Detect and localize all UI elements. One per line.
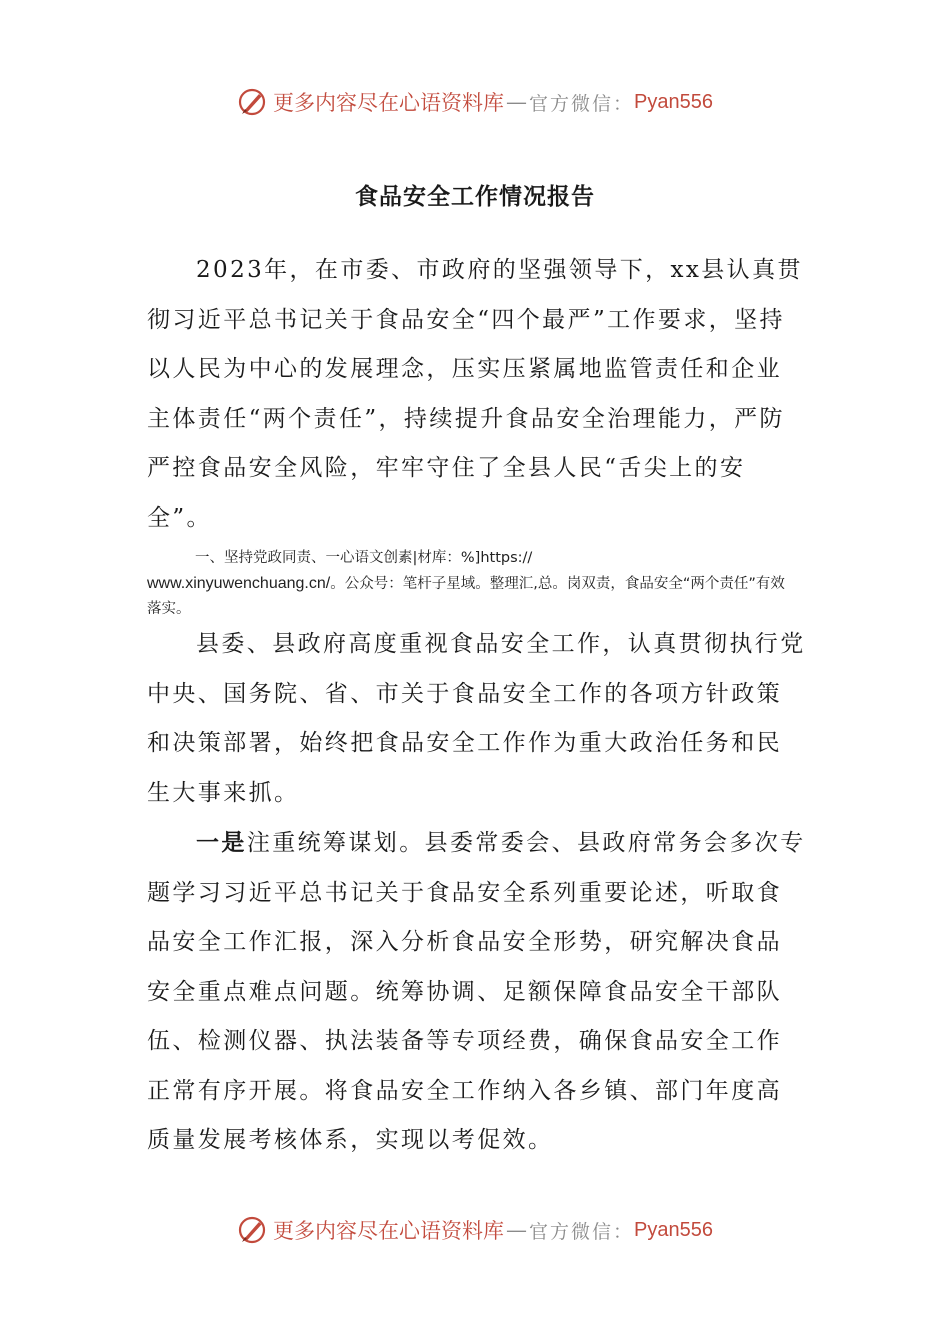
paragraph-responsibility: 县委、县政府高度重视食品安全工作，认真贯彻执行党中央、国务院、省、市关于食品安全工作的各项方针政策和决策部署，始终把食品安全工作作为重大政治任务和民生大事来抓。 [147,631,806,806]
note-text-end: 。公众号：笔杆子星域。整理汇,总。岗双责，食品安全“两个责任”有效落实。 [147,576,785,617]
footer-watermark [0,1210,950,1250]
watermark-text: 更多内容尽在心语资料库 [273,91,504,115]
pen-logo-icon [237,87,267,117]
header-watermark [0,82,950,122]
paragraph-lead: 一是 [196,829,247,856]
watermark-separator: — [506,1218,527,1242]
document-title: 食品安全工作情况报告 [355,183,595,210]
paragraph-planning [147,818,807,1166]
note-url: www.xinyuwenchuang.cn/ [147,575,331,592]
note-text-start: 一、坚持党政同责、一心语文创素|材库：%]https:// [195,550,533,566]
paragraph-planning-body: 注重统筹谋划。县委常委会、县政府常务会多次专题学习习近平总书记关于食品安全系列重要论述，听取食品安全工作汇报，深入分析食品安全形势，研究解决食品安全重点难点问题。统筹协调、足额保障食品安全干部队伍、检测仪器、执法装备等专项经费，确保食品安全工作正常有序开展。将食品安全工作纳入各乡镇、部门年度高质量发展考核体系，实现以考促效。 [147,830,806,1153]
watermark-label: 官方微信： [529,92,635,115]
watermark-text: 更多内容尽在心语资料库 [273,1219,504,1243]
watermark-id: Pyan556 [634,1218,713,1241]
watermark-id: Pyan556 [634,90,713,113]
section-heading-note [147,546,799,622]
watermark-label: 官方微信： [529,1220,635,1243]
watermark-separator: — [506,90,527,114]
paragraph-intro: 2023年，在市委、市政府的坚强领导下，xx县认真贯彻习近平总书记关于食品安全“四个最严”工作要求，坚持以人民为中心的发展理念，压实压紧属地监管责任和企业主体责任“两个责任”，持续提升食品安全治理能力，严防严控食品安全风险，牢牢守住了全县人民“舌尖上的安全”。 [147,257,803,531]
pen-logo-icon [237,1215,267,1245]
